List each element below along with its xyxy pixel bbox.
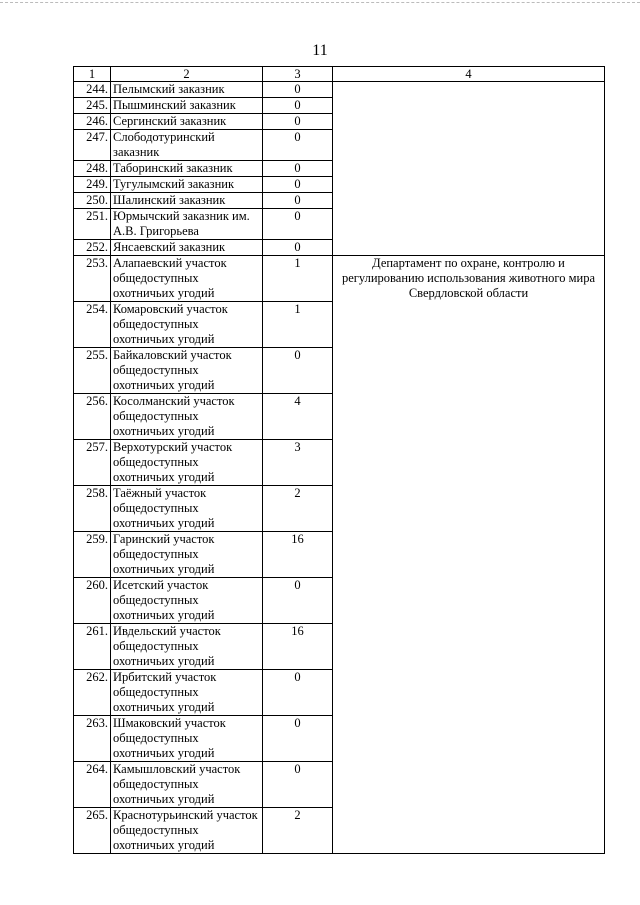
row-number: 259.	[74, 532, 111, 578]
row-value: 3	[263, 440, 333, 486]
row-name: Ирбитский участок общедоступных охотничьих угодий	[111, 670, 263, 716]
row-value: 2	[263, 486, 333, 532]
row-name: Шалинский заказник	[111, 193, 263, 209]
row-number: 262.	[74, 670, 111, 716]
page-number: 11	[312, 42, 328, 59]
row-name: Косолманский участок общедоступных охотничьих угодий	[111, 394, 263, 440]
row-value: 2	[263, 808, 333, 854]
row-name: Краснотурьинский участок общедоступных охотничьих угодий	[111, 808, 263, 854]
row-name: Комаровский участок общедоступных охотничьих угодий	[111, 302, 263, 348]
row-number: 261.	[74, 624, 111, 670]
scan-top-border	[0, 2, 640, 3]
row-name: Алапаевский участок общедоступных охотничьих угодий	[111, 256, 263, 302]
row-value: 0	[263, 578, 333, 624]
row-number: 247.	[74, 130, 111, 161]
row-number: 257.	[74, 440, 111, 486]
column-4-empty-cell	[333, 82, 605, 256]
row-number: 264.	[74, 762, 111, 808]
table-header-row	[74, 67, 605, 82]
column-header-4: 4	[333, 67, 605, 82]
row-value: 0	[263, 716, 333, 762]
row-value: 0	[263, 240, 333, 256]
table-body	[74, 82, 605, 854]
row-name: Шмаковский участок общедоступных охотничьих угодий	[111, 716, 263, 762]
row-name: Ивдельский участок общедоступных охотничьих угодий	[111, 624, 263, 670]
row-value: 1	[263, 302, 333, 348]
row-value: 0	[263, 161, 333, 177]
row-number: 258.	[74, 486, 111, 532]
row-value: 0	[263, 98, 333, 114]
row-number: 249.	[74, 177, 111, 193]
row-number: 246.	[74, 114, 111, 130]
row-number: 244.	[74, 82, 111, 98]
row-number: 263.	[74, 716, 111, 762]
row-name: Тугулымский заказник	[111, 177, 263, 193]
row-value: 4	[263, 394, 333, 440]
row-number: 253.	[74, 256, 111, 302]
row-value: 0	[263, 209, 333, 240]
table-row	[74, 256, 605, 302]
row-name: Пышминский заказник	[111, 98, 263, 114]
row-number: 265.	[74, 808, 111, 854]
row-name: Таборинский заказник	[111, 161, 263, 177]
row-number: 255.	[74, 348, 111, 394]
row-name: Янсаевский заказник	[111, 240, 263, 256]
table-row	[74, 82, 605, 98]
row-name: Исетский участок общедоступных охотничьих угодий	[111, 578, 263, 624]
row-name: Байкаловский участок общедоступных охотничьих угодий	[111, 348, 263, 394]
row-name: Таёжный участок общедоступных охотничьих угодий	[111, 486, 263, 532]
row-name: Слободотуринский заказник	[111, 130, 263, 161]
row-number: 245.	[74, 98, 111, 114]
column-header-1: 1	[74, 67, 111, 82]
row-number: 254.	[74, 302, 111, 348]
row-number: 252.	[74, 240, 111, 256]
document-table	[73, 66, 605, 854]
department-cell: Департамент по охране, контролю и регулированию использования животного мира Свердловской области	[333, 256, 605, 854]
row-value: 16	[263, 532, 333, 578]
row-value: 0	[263, 193, 333, 209]
row-name: Камышловский участок общедоступных охотничьих угодий	[111, 762, 263, 808]
row-value: 0	[263, 177, 333, 193]
row-value: 1	[263, 256, 333, 302]
row-value: 0	[263, 762, 333, 808]
row-value: 0	[263, 348, 333, 394]
column-header-2: 2	[111, 67, 263, 82]
column-header-3: 3	[263, 67, 333, 82]
row-number: 260.	[74, 578, 111, 624]
row-name: Юрмычский заказник им. А.В. Григорьева	[111, 209, 263, 240]
row-number: 248.	[74, 161, 111, 177]
row-name: Верхотурский участок общедоступных охотничьих угодий	[111, 440, 263, 486]
row-name: Сергинский заказник	[111, 114, 263, 130]
row-name: Гаринский участок общедоступных охотничьих угодий	[111, 532, 263, 578]
row-value: 0	[263, 670, 333, 716]
row-number: 251.	[74, 209, 111, 240]
row-value: 0	[263, 130, 333, 161]
row-value: 16	[263, 624, 333, 670]
row-value: 0	[263, 82, 333, 98]
row-number: 250.	[74, 193, 111, 209]
row-name: Пелымский заказник	[111, 82, 263, 98]
row-number: 256.	[74, 394, 111, 440]
row-value: 0	[263, 114, 333, 130]
